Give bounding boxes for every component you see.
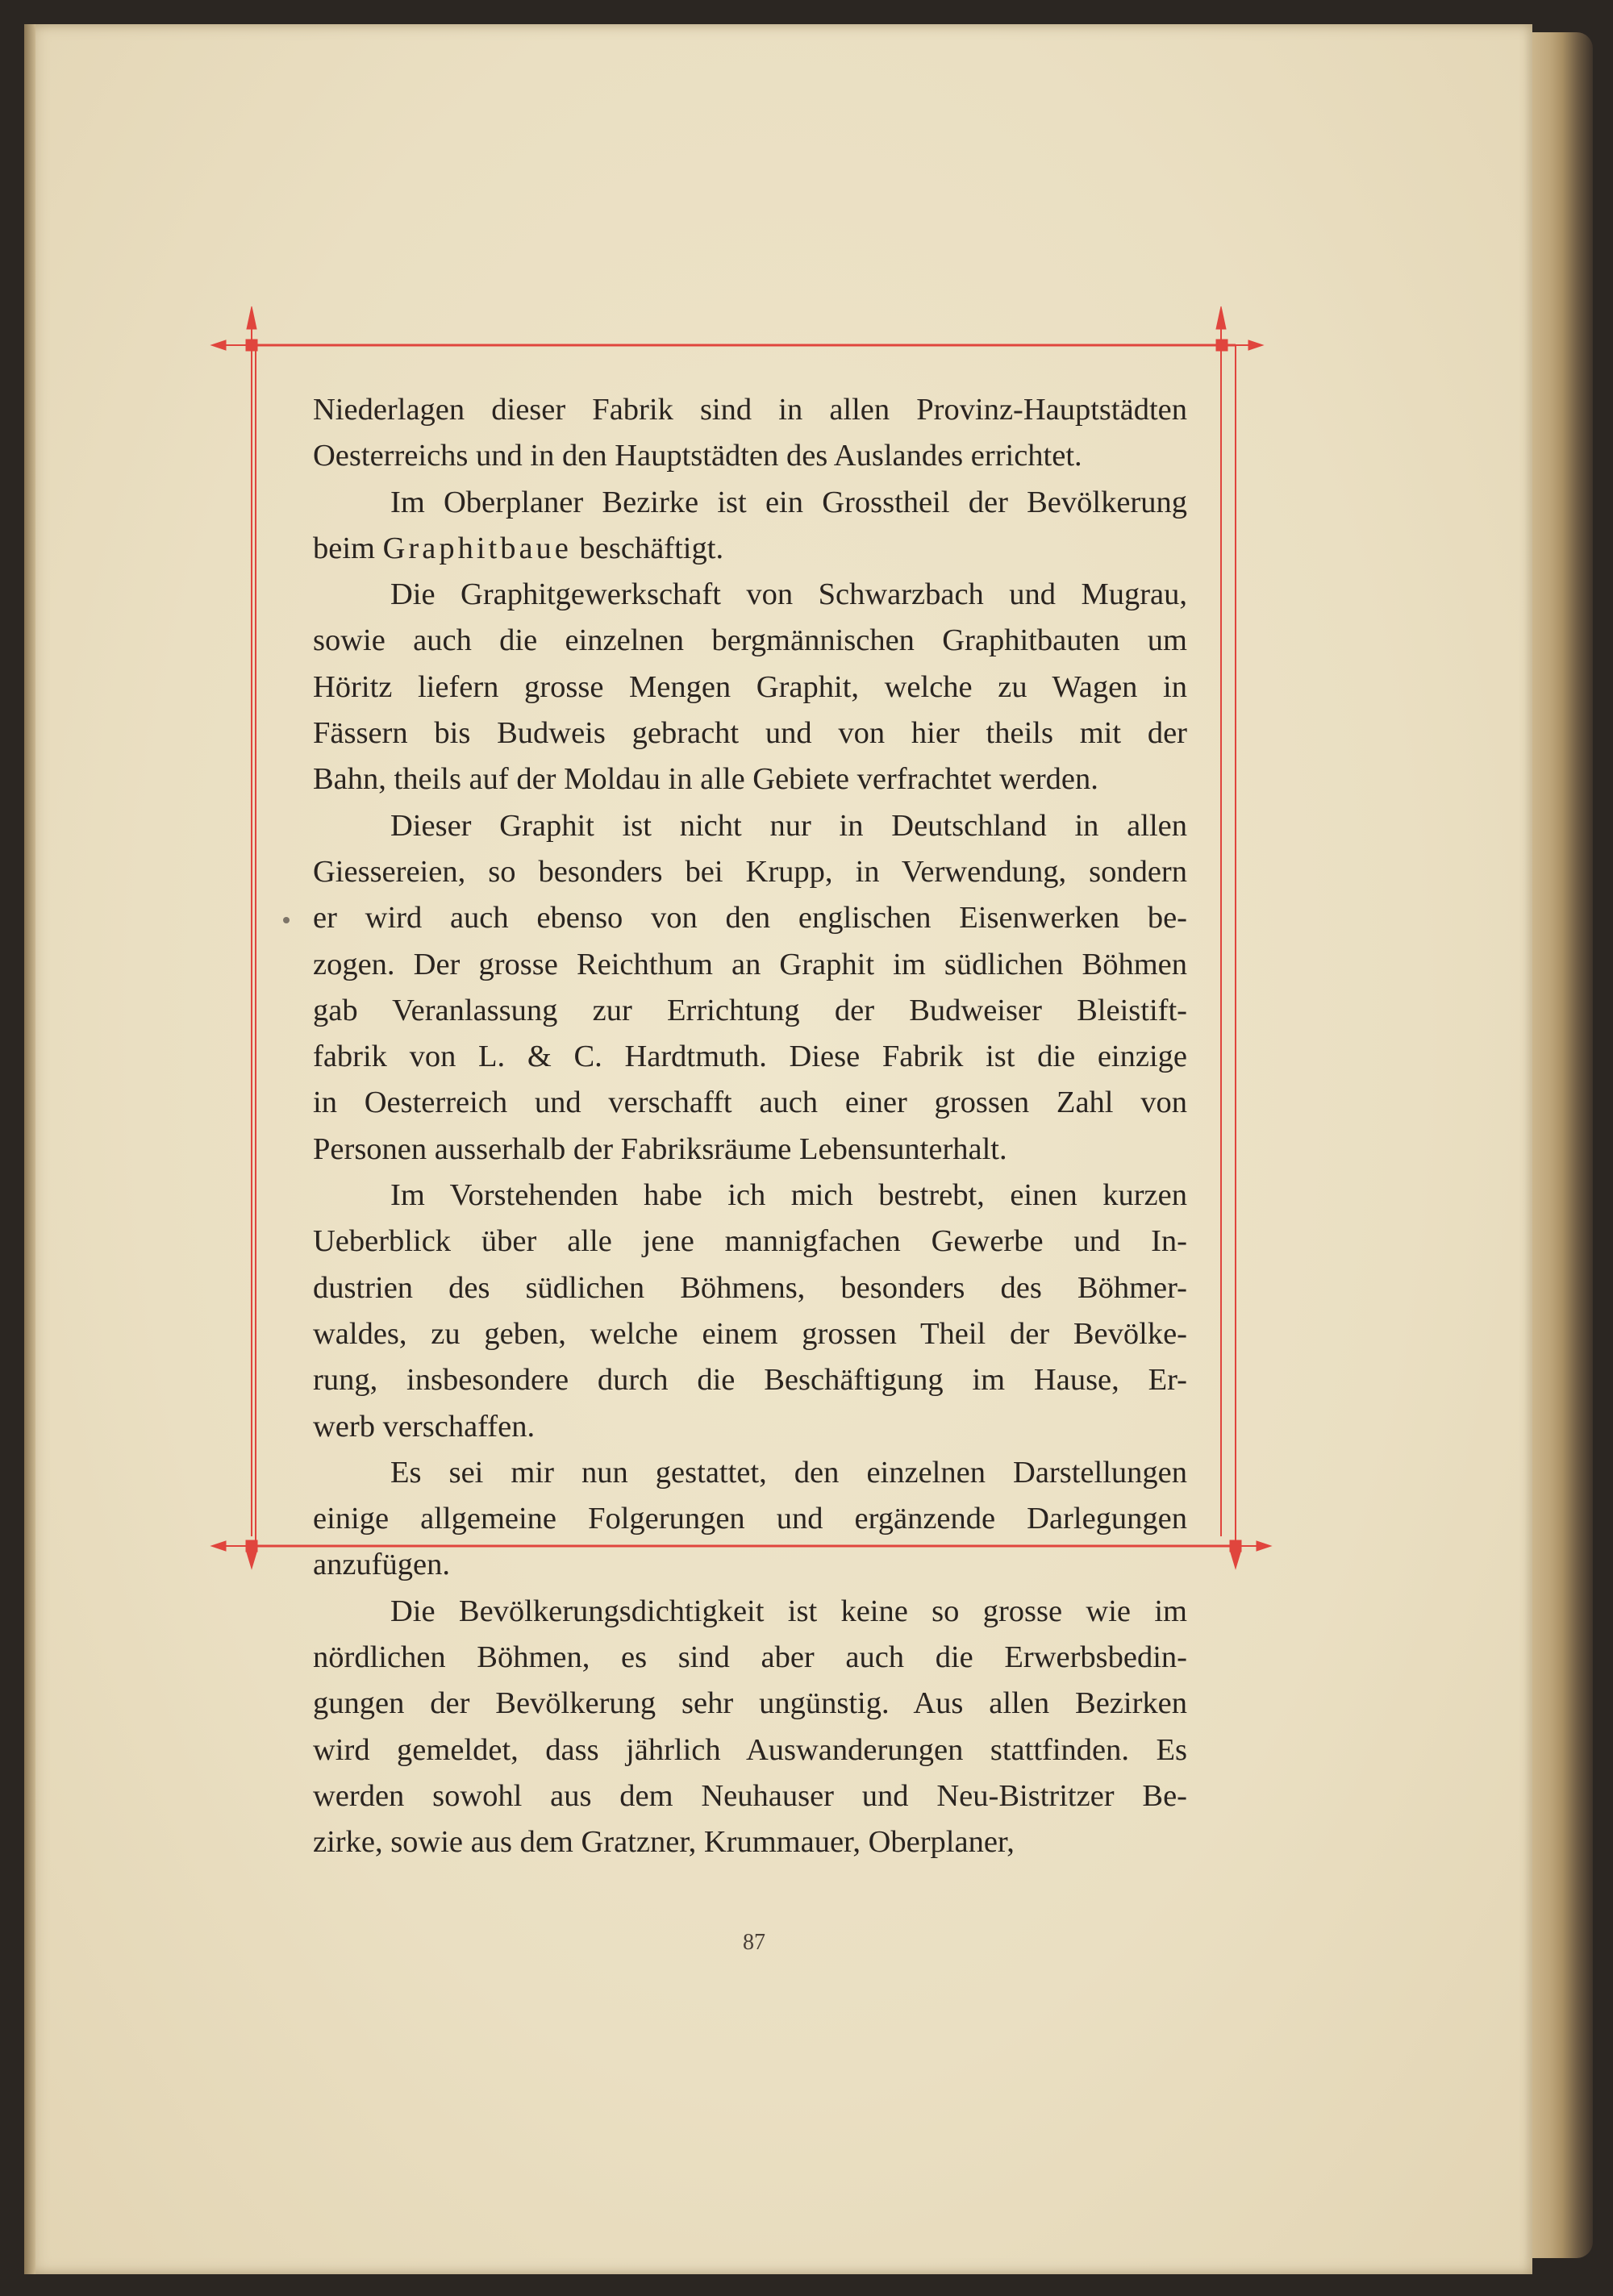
- text-line: anzufügen.: [313, 1548, 450, 1582]
- body-text: [313, 387, 1187, 1866]
- text-line: gab Veranlassung zur Errichtung der Budweiser Bleistift-: [313, 993, 1187, 1027]
- text-line: Niederlagen dieser Fabrik sind in allen Provinz-Hauptstädten: [313, 393, 1187, 427]
- text-line: sowie auch die einzelnen bergmännischen Graphitbauten um: [313, 623, 1187, 658]
- text-line: Giessereien, so besonders bei Krupp, in Verwendung, sondern: [313, 854, 1187, 889]
- text-line: werden sowohl aus dem Neuhauser und Neu-Bistritzer Be-: [313, 1778, 1187, 1813]
- spaced-emphasis-word: Graphitbaue: [382, 531, 572, 565]
- text-line: Bahn, theils auf der Moldau in alle Gebiete verfrachtet werden.: [313, 762, 1098, 797]
- text-line: Die Graphitgewerkschaft von Schwarzbach und Mugrau,: [390, 577, 1187, 612]
- text-line: fabrik von L. & C. Hardtmuth. Diese Fabrik ist die einzige: [313, 1040, 1187, 1074]
- text-line: Fässern bis Budweis gebracht und von hier theils mit der: [313, 716, 1187, 751]
- text-line: waldes, zu geben, welche einem grossen Theil der Bevölke-: [313, 1316, 1187, 1351]
- text-line: Dieser Graphit ist nicht nur in Deutschland in allen: [390, 808, 1187, 843]
- text-line: Im Oberplaner Bezirke ist ein Grosstheil der Bevölkerung: [390, 485, 1187, 519]
- text-line: zogen. Der grosse Reichthum an Graphit im südlichen Böhmen: [313, 947, 1187, 981]
- text-line: nördlichen Böhmen, es sind aber auch die Erwerbsbedin-: [313, 1640, 1187, 1675]
- text-line: werb verschaffen.: [313, 1409, 536, 1444]
- text-line: Im Vorstehenden habe ich mich bestrebt, einen kurzen: [390, 1178, 1187, 1213]
- text-line: wird gemeldet, dass jährlich Auswanderungen stattfinden. Es: [313, 1732, 1187, 1767]
- text-line: einige allgemeine Folgerungen und ergänzende Darlegungen: [313, 1502, 1187, 1536]
- text-line: Oesterreichs und in den Hauptstädten des Auslandes errichtet.: [313, 439, 1082, 473]
- text-line: gungen der Bevölkerung sehr ungünstig. Aus allen Bezirken: [313, 1686, 1187, 1721]
- ink-speck: [283, 917, 290, 923]
- page-number: 87: [743, 1930, 765, 1955]
- text-line: Es sei mir nun gestattet, den einzelnen Darstellungen: [390, 1455, 1187, 1490]
- text-line: Die Bevölkerungsdichtigkeit ist keine so grosse wie im: [390, 1594, 1187, 1628]
- text-line: beim Graphitbaue beschäftigt.: [313, 531, 724, 565]
- text-line: Ueberblick über alle jene mannigfachen Gewerbe und In-: [313, 1224, 1187, 1259]
- text-line: Personen ausserhalb der Fabriksräume Lebensunterhalt.: [313, 1131, 1007, 1166]
- text-line: Höritz liefern grosse Mengen Graphit, welche zu Wagen in: [313, 669, 1187, 704]
- text-line: zirke, sowie aus dem Gratzner, Krummauer, Oberplaner,: [313, 1825, 1015, 1860]
- text-line: in Oesterreich und verschafft auch einer grossen Zahl von: [313, 1085, 1187, 1120]
- text-line: dustrien des südlichen Böhmens, besonders des Böhmer-: [313, 1270, 1187, 1305]
- text-line: rung, insbesondere durch die Beschäftigung im Hause, Er-: [313, 1363, 1187, 1398]
- text-line: er wird auch ebenso von den englischen Eisenwerken be-: [313, 901, 1187, 935]
